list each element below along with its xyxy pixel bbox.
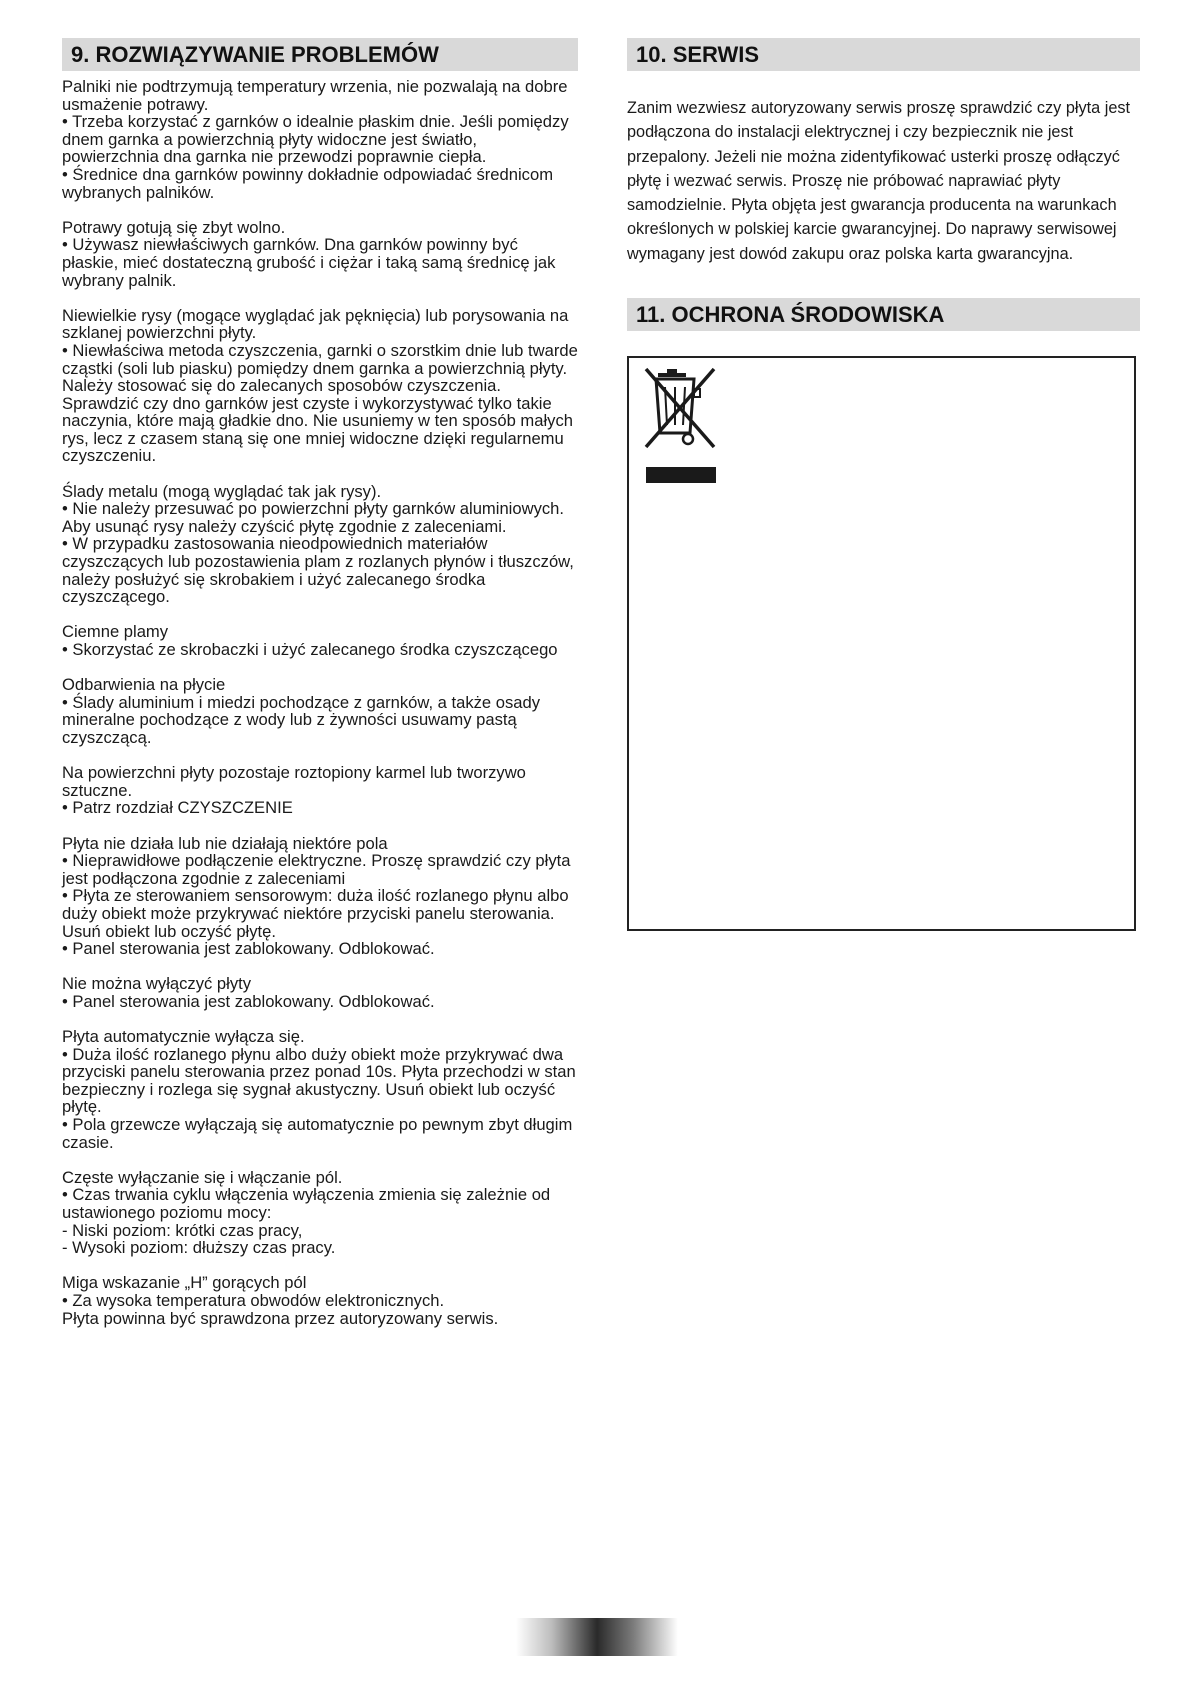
problem-solution: • Patrz rozdział CZYSZCZENIE <box>62 798 293 818</box>
problem-solution: • Używasz niewłaściwych garnków. Dna garnków powinny być płaskie, mieć dostateczną grubość i ciężar i taką samą średnicę jak wybrany palnik. <box>62 235 556 290</box>
problem-solution: • Ślady aluminium i miedzi pochodzące z garnków, a także osady mineralne pochodzące z wody lub z żywności usuwamy pastą czyszczącą. <box>62 692 541 747</box>
problem-title: Miga wskazanie „H” gorących pól <box>62 1273 307 1293</box>
section-service-environment <box>627 38 1140 931</box>
problem-title: Na powierzchni płyty pozostaje roztopiony karmel lub tworzywo sztuczne. <box>62 763 526 800</box>
troubleshooting-item <box>62 975 578 1010</box>
problem-title: Ślady metalu (mogą wyglądać tak jak rysy). <box>62 481 382 501</box>
problem-title: Nie można wyłączyć płyty <box>62 974 252 994</box>
service-paragraph: Zanim wezwiesz autoryzowany serwis proszę sprawdzić czy płyta jest podłączona do instalacji elektrycznej i czy bezpiecznik nie jest przepalony. Jeżeli nie można zidentyfikować usterki proszę odłączyć płytę i wezwać serwis. Proszę nie próbować naprawiać płyty samodzielnie. Płyta objęta jest gwarancja producenta na warunkach określonych w polskiej karcie gwarancyjnej. Do naprawy serwisowej wymagany jest dowód zakupu oraz polska karta gwarancyjna. <box>627 99 1131 263</box>
problem-solution: Płyta powinna być sprawdzona przez autoryzowany serwis. <box>62 1308 499 1328</box>
problem-solution: • Płyta ze sterowaniem sensorowym: duża ilość rozlanego płynu albo duży obiekt może przykrywać niektóre przyciski panelu sterowania. Usuń obiekt lub oczyść płytę. <box>62 886 569 941</box>
problem-solution: - Wysoki poziom: dłuższy czas pracy. <box>62 1238 336 1258</box>
section-9-title: 9. ROZWIĄZYWANIE PROBLEMÓW <box>62 38 578 71</box>
problem-title: Płyta nie działa lub nie działają niektóre pola <box>62 833 388 853</box>
problem-solution: • Panel sterowania jest zablokowany. Odblokować. <box>62 939 435 959</box>
problem-solution: • Nie należy przesuwać po powierzchni płyty garnków aluminiowych. Aby usunąć rysy należy czyścić płytę zgodnie z zaleceniami. <box>62 499 565 536</box>
troubleshooting-item <box>62 307 578 465</box>
problem-solution: • W przypadku zastosowania nieodpowiednich materiałów czyszczących lub pozostawienia plam z rozlanych płynów i tłuszczów, należy posłużyć się skrobakiem i użyć zalecanego środka czyszczącego. <box>62 534 574 607</box>
problem-title: Odbarwienia na płycie <box>62 675 226 695</box>
problem-solution: • Panel sterowania jest zablokowany. Odblokować. <box>62 991 435 1011</box>
problem-solution: • Duża ilość rozlanego płynu albo duży obiekt może przykrywać dwa przyciski panelu sterowania przez ponad 10s. Płyta przechodzi w stan bezpieczny i rozlega się sygnał akustyczny. Usuń obiekt lub oczyść płytę. <box>62 1044 576 1117</box>
problem-title: Ciemne plamy <box>62 622 169 642</box>
problem-solution: • Czas trwania cyklu włączenia wyłączenia zmienia się zależnie od ustawionego poziomu mocy: <box>62 1185 551 1222</box>
service-text <box>627 96 1140 266</box>
problem-title: Częste wyłączanie się i włączanie pól. <box>62 1167 343 1187</box>
troubleshooting-item <box>62 835 578 958</box>
problem-solution: • Niewłaściwa metoda czyszczenia, garnki o szorstkim dnie lub twarde cząstki (soli lub piasku) pomiędzy dnem garnka a powierzchnią płyty. Należy stosować się do zalecanych sposobów czyszczenia. Sprawdzić czy dno garnków jest czyste i wykorzystywać tylko takie naczynia, które mają gładkie dno. Nie usuniemy w ten sposób małych rys, lecz z czasem staną się one mniej widoczne dzięki regularnemu czyszczeniu. <box>62 340 578 466</box>
environment-box <box>627 356 1136 931</box>
problem-title: Palniki nie podtrzymują temperatury wrzenia, nie pozwalają na dobre usmażenie potrawy. <box>62 77 568 114</box>
problem-solution: • Skorzystać ze skrobaczki i użyć zalecanego środka czyszczącego <box>62 640 558 659</box>
crossed-out-wheelie-bin-icon <box>642 365 720 487</box>
page-footer-bar <box>516 1618 678 1656</box>
troubleshooting-item <box>62 219 578 289</box>
section-10-title: 10. SERWIS <box>627 38 1140 71</box>
troubleshooting-item <box>62 78 578 201</box>
problem-solution: • Za wysoka temperatura obwodów elektronicznych. <box>62 1290 445 1310</box>
problem-title: Niewielkie rysy (mogące wyglądać jak pęknięcia) lub porysowania na szklanej powierzchni płyty. <box>62 305 569 343</box>
problem-title: Potrawy gotują się zbyt wolno. <box>62 217 286 237</box>
section-troubleshooting <box>62 38 578 1345</box>
troubleshooting-item <box>62 1169 578 1257</box>
section-11-title: 11. OCHRONA ŚRODOWISKA <box>627 298 1140 331</box>
troubleshooting-body <box>62 78 578 1327</box>
troubleshooting-item <box>62 764 578 817</box>
problem-solution: • Pola grzewcze wyłączają się automatycznie po pewnym zbyt długim czasie. <box>62 1115 573 1152</box>
troubleshooting-item <box>62 623 578 658</box>
problem-solution: - Niski poziom: krótki czas pracy, <box>62 1220 303 1240</box>
problem-title: Płyta automatycznie wyłącza się. <box>62 1027 305 1047</box>
problem-solution: • Trzeba korzystać z garnków o idealnie płaskim dnie. Jeśli pomiędzy dnem garnka a powierzchnią płyty widoczne jest światło, powierzchnia dna garnka nie przewodzi poprawnie ciepła. <box>62 112 569 167</box>
troubleshooting-item <box>62 483 578 606</box>
problem-solution: • Nieprawidłowe podłączenie elektryczne. Proszę sprawdzić czy płyta jest podłączona zgodnie z zaleceniami <box>62 851 571 888</box>
troubleshooting-item <box>62 676 578 746</box>
troubleshooting-item <box>62 1274 578 1327</box>
troubleshooting-item <box>62 1028 578 1151</box>
problem-solution: • Średnice dna garnków powinny dokładnie odpowiadać średnicom wybranych palników. <box>62 164 554 202</box>
